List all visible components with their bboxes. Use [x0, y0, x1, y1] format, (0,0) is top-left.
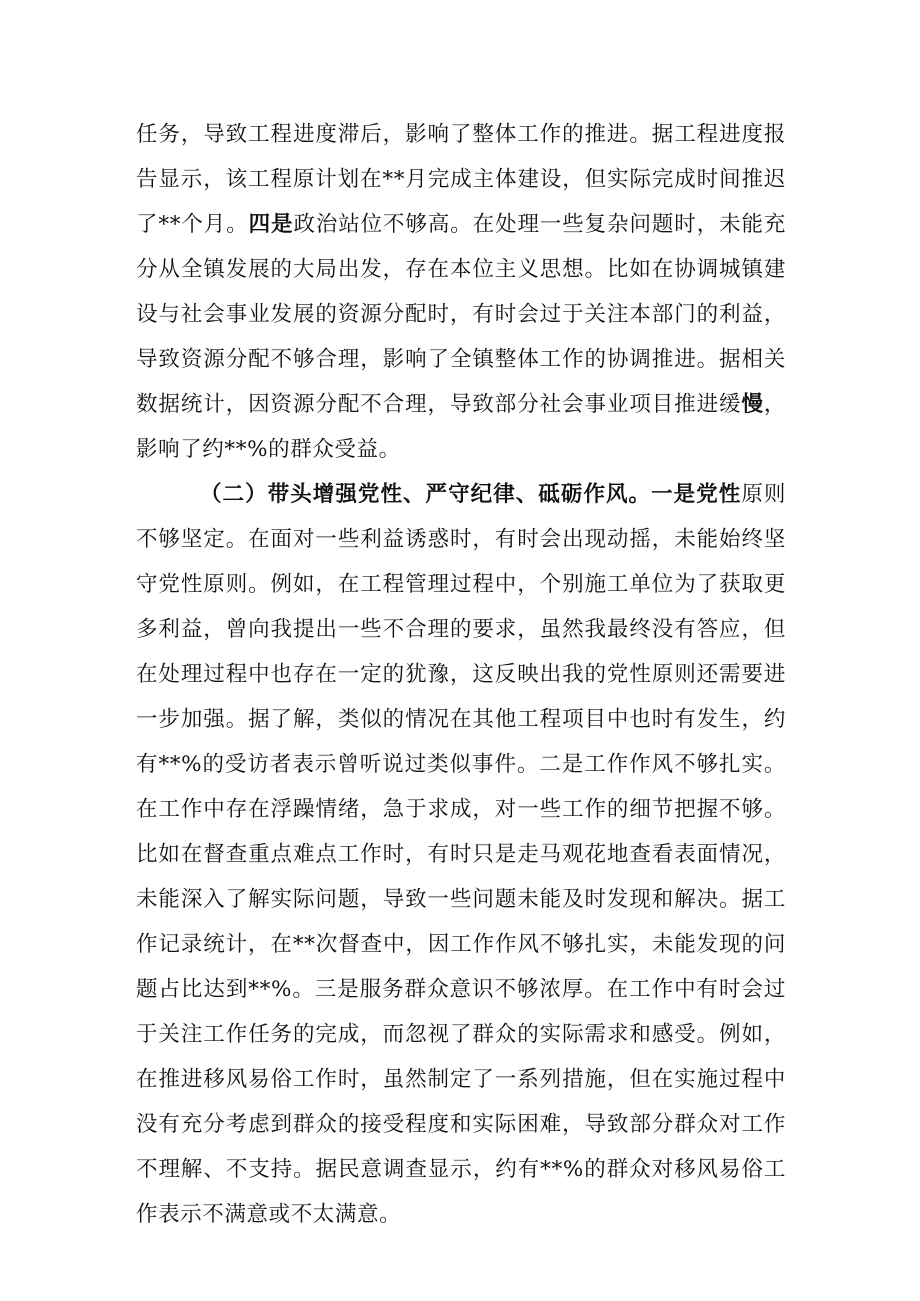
- text-run: 政治站位不够高。在处理一些复杂问题时，未能充分从全镇发展的大局出发，存在本位主义思想。比如在协调城镇建设与社会事业发展的资源分配时，有时会过于关注本部门的利益，导致资源分配不够合理，影响了全镇整体工作的协调推进。据相关数据统计，因资源分配不合理，导致部分社会事业项目推进缓: [136, 212, 787, 417]
- paragraph-1: [136, 112, 786, 472]
- bold-run-man: 慢: [741, 392, 764, 417]
- text-run: ，影响了约**%的群众受益。: [136, 392, 787, 462]
- paragraph-2: [136, 472, 786, 1237]
- text-run: 任务，导致工程进度滞后，影响了整体工作的推进。据工程进度报告显示，该工程原计划在**月完成主体建设，但实际完成时间推迟了**个月。: [136, 122, 786, 237]
- text-run: 原则不够坚定。在面对一些利益诱惑时，有时会出现动摇，未能始终坚守党性原则。例如，在工程管理过程中，个别施工单位为了获取更多利益，曾向我提出一些不合理的要求，虽然我最终没有答应，但在处理过程中也存在一定的犹豫，这反映出我的党性原则还需要进一步加强。据了解，类似的情况在其他工程项目中也时有发生，约有**%的受访者表示曾听说过类似事件。二是工作作风不够扎实。在工作中存在浮躁情绪，急于求成，对一些工作的细节把握不够。比如在督查重点难点工作时，有时只是走马观花地查看表面情况，未能深入了解实际问题，导致一些问题未能及时发现和解决。据工作记录统计，在**次督查中，因工作作风不够扎实，未能发现的问题占比达到**%。三是服务群众意识不够浓厚。在工作中有时会过于关注工作任务的完成，而忽视了群众的实际需求和感受。例如，在推进移风易俗工作时，虽然制定了一系列措施，但在实施过程中没有充分考虑到群众的接受程度和实际困难，导致部分群众对工作不理解、不支持。据民意调查显示，约有**%的群众对移风易俗工作表示不满意或不太满意。: [136, 482, 786, 1227]
- section-heading: （二）带头增强党性、严守纪律、砥砺作风。一是党性: [200, 482, 742, 507]
- bold-run-sishi: 四是: [248, 212, 294, 237]
- document-body: [136, 112, 786, 1237]
